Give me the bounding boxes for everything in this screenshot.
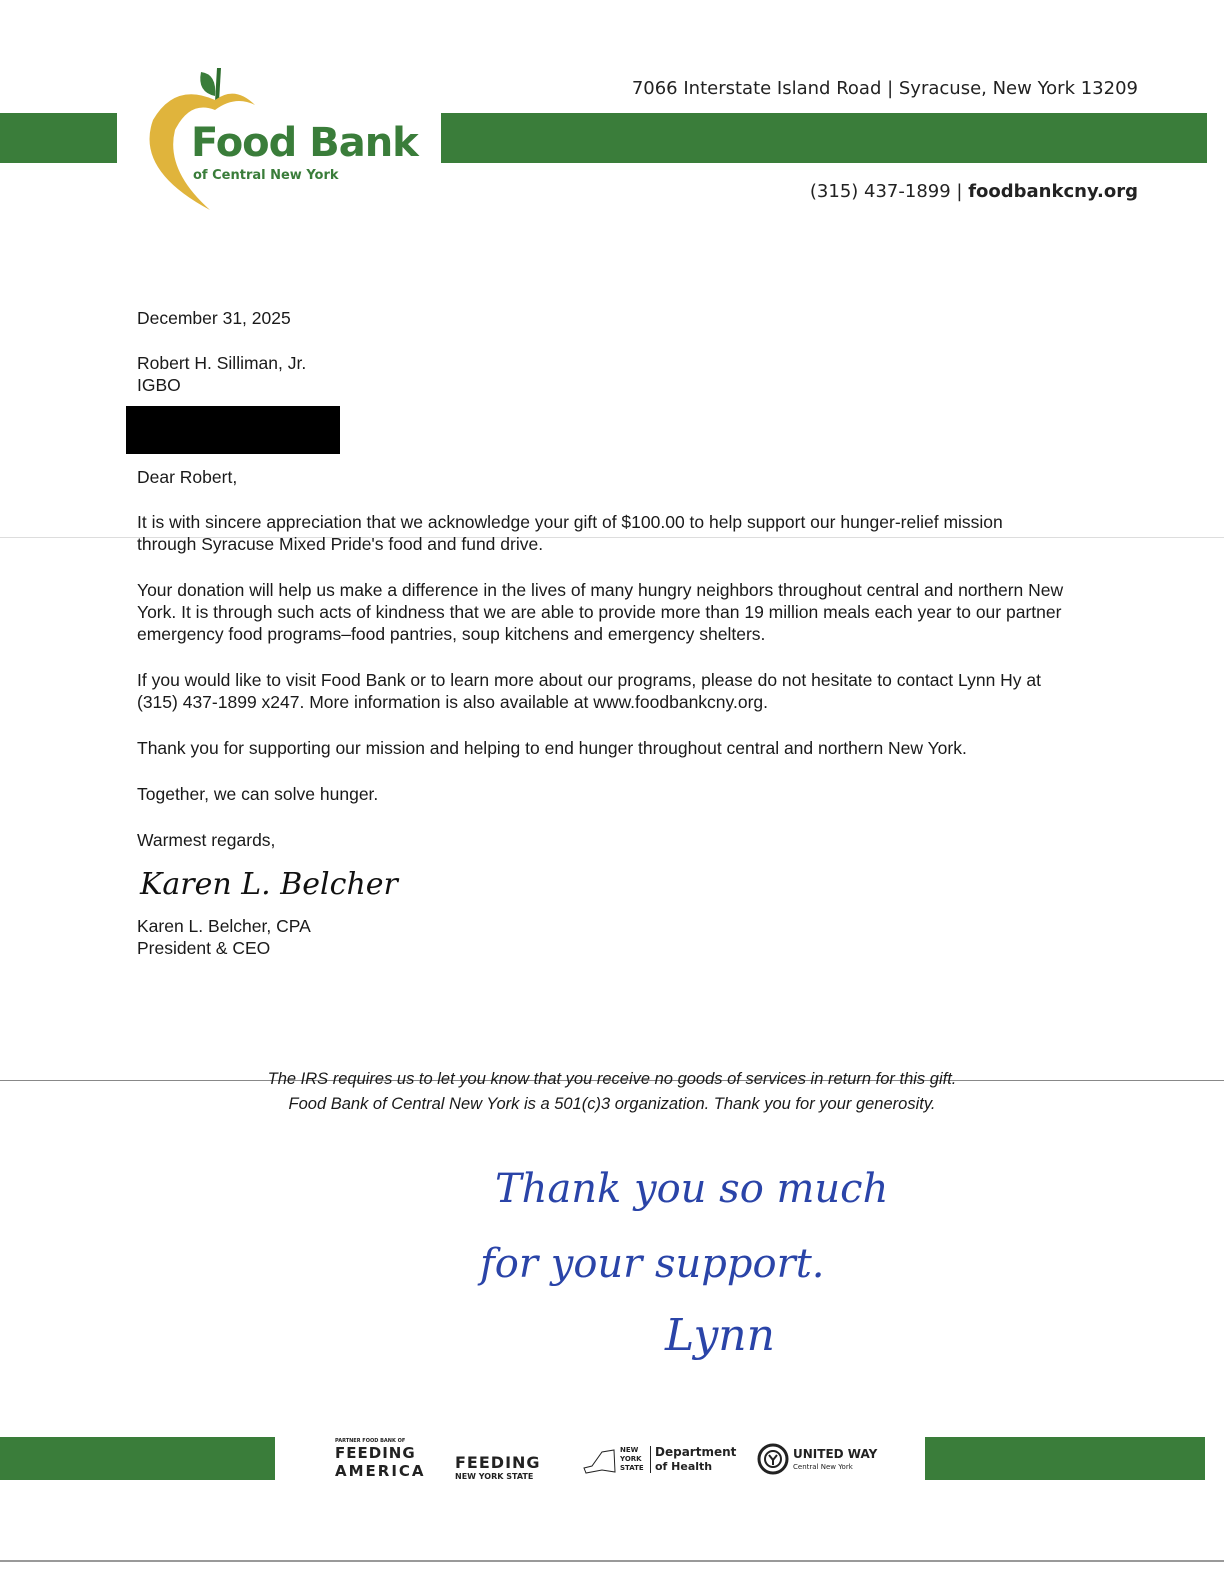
united-way-logo (757, 1443, 877, 1475)
phone: (315) 437-1899 | (809, 181, 963, 202)
logo-text: Central New York (793, 1462, 853, 1471)
paragraph-1: It is with sincere appreciation that we acknowledge your gift of $100.00 to help support our hunger-relief mission through Syracuse Mixed Pride's food and fund drive. (137, 512, 1003, 554)
logo-text: FEEDING (335, 1444, 416, 1462)
logo-text: PARTNER FOOD BANK OF (335, 1438, 406, 1444)
footer-bar-right (925, 1437, 1205, 1480)
logo-text: FEEDING (455, 1453, 541, 1472)
org-subtitle: of Central New York (193, 168, 339, 183)
feeding-america-logo (335, 1438, 426, 1480)
logo-text: NEW YORK STATE (455, 1472, 534, 1481)
feeding-nys-logo (455, 1453, 541, 1482)
handwritten-line-1: Thank you so much (495, 1166, 889, 1212)
contact-line (810, 181, 1138, 203)
logo-text: NEW YORK STATE (620, 1446, 651, 1473)
closing: Warmest regards, (137, 830, 276, 850)
logo-text: AMERICA (335, 1462, 426, 1480)
handwritten-line-2: for your support. (480, 1241, 825, 1287)
nys-doh-logo (582, 1445, 736, 1474)
logo-text: Department (655, 1445, 737, 1459)
letter-date: December 31, 2025 (137, 308, 291, 328)
header-bar-left (0, 113, 117, 163)
paragraph-2: Your donation will help us make a difference in the lives of many hungry neighbors throughout central and northern New York. It is through such acts of kindness that we are able to provide more than 19 million meals each year to our partner emergency food programs–food pantries, soup kitchens and emergency shelters. (137, 580, 1064, 644)
header-bar-right (441, 113, 1207, 163)
org-name: Food Bank (191, 120, 418, 166)
logo-text: UNITED WAY (793, 1446, 878, 1461)
scan-edge (0, 1560, 1224, 1562)
recipient-org: IGBO (137, 375, 181, 395)
logo-text: of Health (655, 1460, 713, 1473)
signer-title: President & CEO (137, 938, 271, 958)
united-way-icon (757, 1443, 789, 1475)
nonprofit-statement: Food Bank of Central New York is a 501(c)3 organization. Thank you for your generosity. (288, 1095, 936, 1113)
address: 7066 Interstate Island Road | Syracuse, New York 13209 (631, 78, 1138, 99)
redacted-address (126, 406, 340, 454)
handwritten-line-3: Lynn (665, 1310, 775, 1361)
paragraph-4: Thank you for supporting our mission and helping to end hunger throughout central and northern New York. (137, 738, 967, 758)
recipient-name: Robert H. Silliman, Jr. (137, 353, 307, 373)
paragraph-3: If you would like to visit Food Bank or to learn more about our programs, please do not hesitate to contact Lynn Hy at (315) 437-1899 x247. More information is also available at www.foodbankcny.org. (137, 670, 1042, 712)
paragraph-5: Together, we can solve hunger. (137, 784, 379, 804)
letter-body (137, 307, 1077, 959)
signer-name: Karen L. Belcher, CPA (137, 916, 311, 936)
website-link[interactable]: foodbankcny.org (968, 181, 1138, 202)
irs-disclaimer: The IRS requires us to let you know that you receive no goods of services in return for this gift. (267, 1070, 957, 1088)
footer-bar-left (0, 1437, 275, 1480)
new-york-state-icon (582, 1446, 616, 1474)
signature: Karen L. Belcher (140, 867, 398, 902)
salutation: Dear Robert, (137, 467, 238, 487)
food-bank-logo (135, 60, 435, 215)
